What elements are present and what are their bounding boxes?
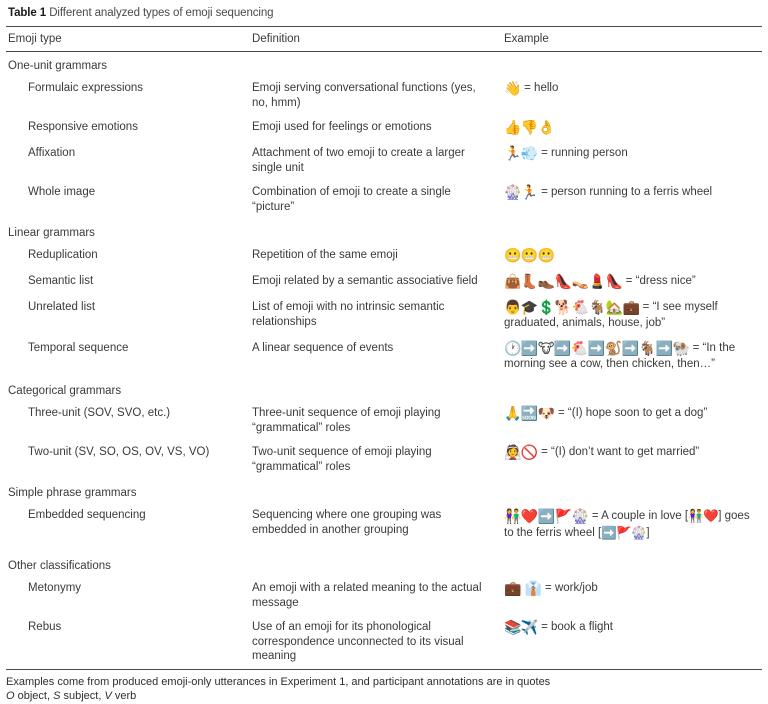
row-definition: An emoji with a related meaning to the actual message	[252, 582, 482, 609]
row-definition: Use of an emoji for its phonological correspondence unconnected to its visual meaning	[252, 621, 464, 662]
row-definition: Two-unit sequence of emoji playing “grammatical” roles	[252, 446, 432, 473]
row-example	[504, 620, 762, 636]
footnote-examples: Examples come from produced emoji-only utterances in Experiment 1, and participant annotations are in quotes	[6, 675, 551, 688]
row-definition: Repetition of the same emoji	[252, 249, 398, 261]
example-gloss: = “dress nice”	[625, 275, 696, 287]
group-label: One-unit grammars	[8, 60, 108, 72]
group-label: Linear grammars	[8, 227, 95, 239]
row-definition: Combination of emoji to create a single “picture”	[252, 186, 451, 213]
example-emoji: 🙏🔜🐶	[504, 406, 555, 422]
example-gloss: = “In the morning see a cow, then chicken, then…”	[504, 342, 736, 370]
table-row	[6, 115, 762, 141]
column-header-definition: Definition	[252, 33, 300, 45]
table-group-row	[6, 552, 762, 576]
column-header-emoji-type: Emoji type	[8, 33, 62, 45]
group-label: Categorical grammars	[8, 385, 122, 397]
row-definition: Attachment of two emoji to create a larger single unit	[252, 147, 465, 174]
row-type-label: Affixation	[28, 147, 76, 159]
row-example	[504, 81, 762, 97]
example-emoji: 👰🚫	[504, 445, 538, 461]
row-type-label: Rebus	[28, 621, 62, 633]
row-type-label: Three-unit (SOV, SVO, etc.)	[28, 407, 171, 419]
abbrev-o-text: object,	[14, 690, 54, 702]
row-definition: Emoji related by a semantic associative field	[252, 275, 478, 287]
example-emoji: 💼 👔	[504, 581, 542, 597]
group-label: Simple phrase grammars	[8, 487, 137, 499]
row-example	[504, 300, 762, 331]
row-definition: Sequencing where one grouping was embedded in another grouping	[252, 509, 442, 536]
row-definition: Emoji serving conversational functions (yes, no, hmm)	[252, 82, 476, 109]
group-label: Other classifications	[8, 560, 111, 572]
table-row	[6, 243, 762, 269]
example-emoji: 👍👎👌	[504, 120, 555, 136]
row-type-label: Formulaic expressions	[28, 82, 144, 94]
example-gloss-emoji-couple: 👫❤️	[688, 508, 719, 523]
row-example	[504, 445, 762, 461]
example-emoji: 👋	[504, 81, 521, 97]
abbrev-s-text: subject,	[60, 690, 105, 702]
table-header-row	[6, 27, 762, 51]
row-type-label: Semantic list	[28, 275, 94, 287]
example-gloss-pre: = A couple in love [	[591, 510, 689, 522]
table-caption	[6, 0, 762, 26]
table-row	[6, 295, 762, 336]
example-gloss: = person running to a ferris wheel	[541, 186, 713, 198]
table-row	[6, 440, 762, 479]
row-example	[504, 508, 762, 541]
table-row	[6, 401, 762, 440]
row-example	[504, 274, 762, 290]
row-type-label: Metonymy	[28, 582, 82, 594]
example-gloss: = hello	[524, 82, 559, 94]
example-emoji: 👜👢👞👠👡💄👠	[504, 274, 623, 290]
abbrev-s: S	[53, 690, 61, 702]
row-example	[504, 120, 762, 136]
row-type-label: Responsive emotions	[28, 121, 138, 133]
table-group-row	[6, 219, 762, 243]
example-emoji: 🕐➡️🐮➡️🐔➡️🐒➡️🐐➡️🐏	[504, 341, 690, 357]
row-example	[504, 185, 762, 201]
table-caption-text: Different analyzed types of emoji sequencing	[49, 7, 274, 19]
table-footnotes	[6, 670, 762, 704]
table-row	[6, 336, 762, 377]
example-gloss: = “(I) don’t want to get married”	[541, 446, 700, 458]
row-definition: A linear sequence of events	[252, 342, 394, 354]
table-group-row	[6, 479, 762, 503]
table-row	[6, 141, 762, 180]
abbrev-o: O	[6, 690, 15, 702]
example-gloss: = “(I) hope soon to get a dog”	[558, 407, 708, 419]
table-group-row	[6, 377, 762, 401]
row-type-label: Reduplication	[28, 249, 98, 261]
row-definition: Three-unit sequence of emoji playing “grammatical” roles	[252, 407, 441, 434]
row-type-label: Unrelated list	[28, 301, 96, 313]
table-row	[6, 76, 762, 115]
row-type-label: Temporal sequence	[28, 342, 129, 354]
row-example	[504, 341, 762, 372]
example-emoji: 👨🎓💲🐕🐔🐐🏡💼	[504, 300, 640, 316]
table-row	[6, 180, 762, 219]
row-type-label: Whole image	[28, 186, 96, 198]
abbrev-v: V	[104, 690, 112, 702]
example-emoji: 😬😬😬	[504, 248, 555, 264]
row-example	[504, 248, 762, 264]
example-emoji: 📚✈️	[504, 620, 538, 636]
example-gloss-post: ] goes to the ferris wheel [	[504, 510, 750, 539]
column-header-example: Example	[504, 33, 549, 45]
row-type-label: Two-unit (SV, SO, OS, OV, VS, VO)	[28, 446, 210, 458]
example-gloss: = book a flight	[541, 621, 614, 633]
row-example	[504, 406, 762, 422]
row-definition: Emoji used for feelings or emotions	[252, 121, 432, 133]
table-row	[6, 269, 762, 295]
example-gloss-end: ]	[646, 527, 650, 539]
table-row	[6, 576, 762, 615]
table-group-row	[6, 52, 762, 76]
example-gloss: = running person	[541, 147, 628, 159]
example-emoji: 👫❤️➡️🚩🎡	[504, 509, 589, 525]
example-gloss: = work/job	[545, 582, 598, 594]
example-emoji: 🎡🏃	[504, 185, 538, 201]
example-gloss-emoji-ferris: ➡️🚩🎡	[601, 525, 647, 540]
table-caption-label: Table 1	[8, 7, 47, 19]
example-emoji: 🏃💨	[504, 146, 538, 162]
row-example	[504, 581, 762, 597]
table-row	[6, 503, 762, 546]
table-row	[6, 615, 762, 669]
example-gloss: = “I see myself graduated, animals, house, job”	[504, 301, 718, 329]
row-example	[504, 146, 762, 162]
row-type-label: Embedded sequencing	[28, 509, 146, 521]
row-definition: List of emoji with no intrinsic semantic relationships	[252, 301, 445, 328]
footnote-abbreviations	[6, 689, 762, 704]
abbrev-v-text: verb	[111, 690, 137, 702]
